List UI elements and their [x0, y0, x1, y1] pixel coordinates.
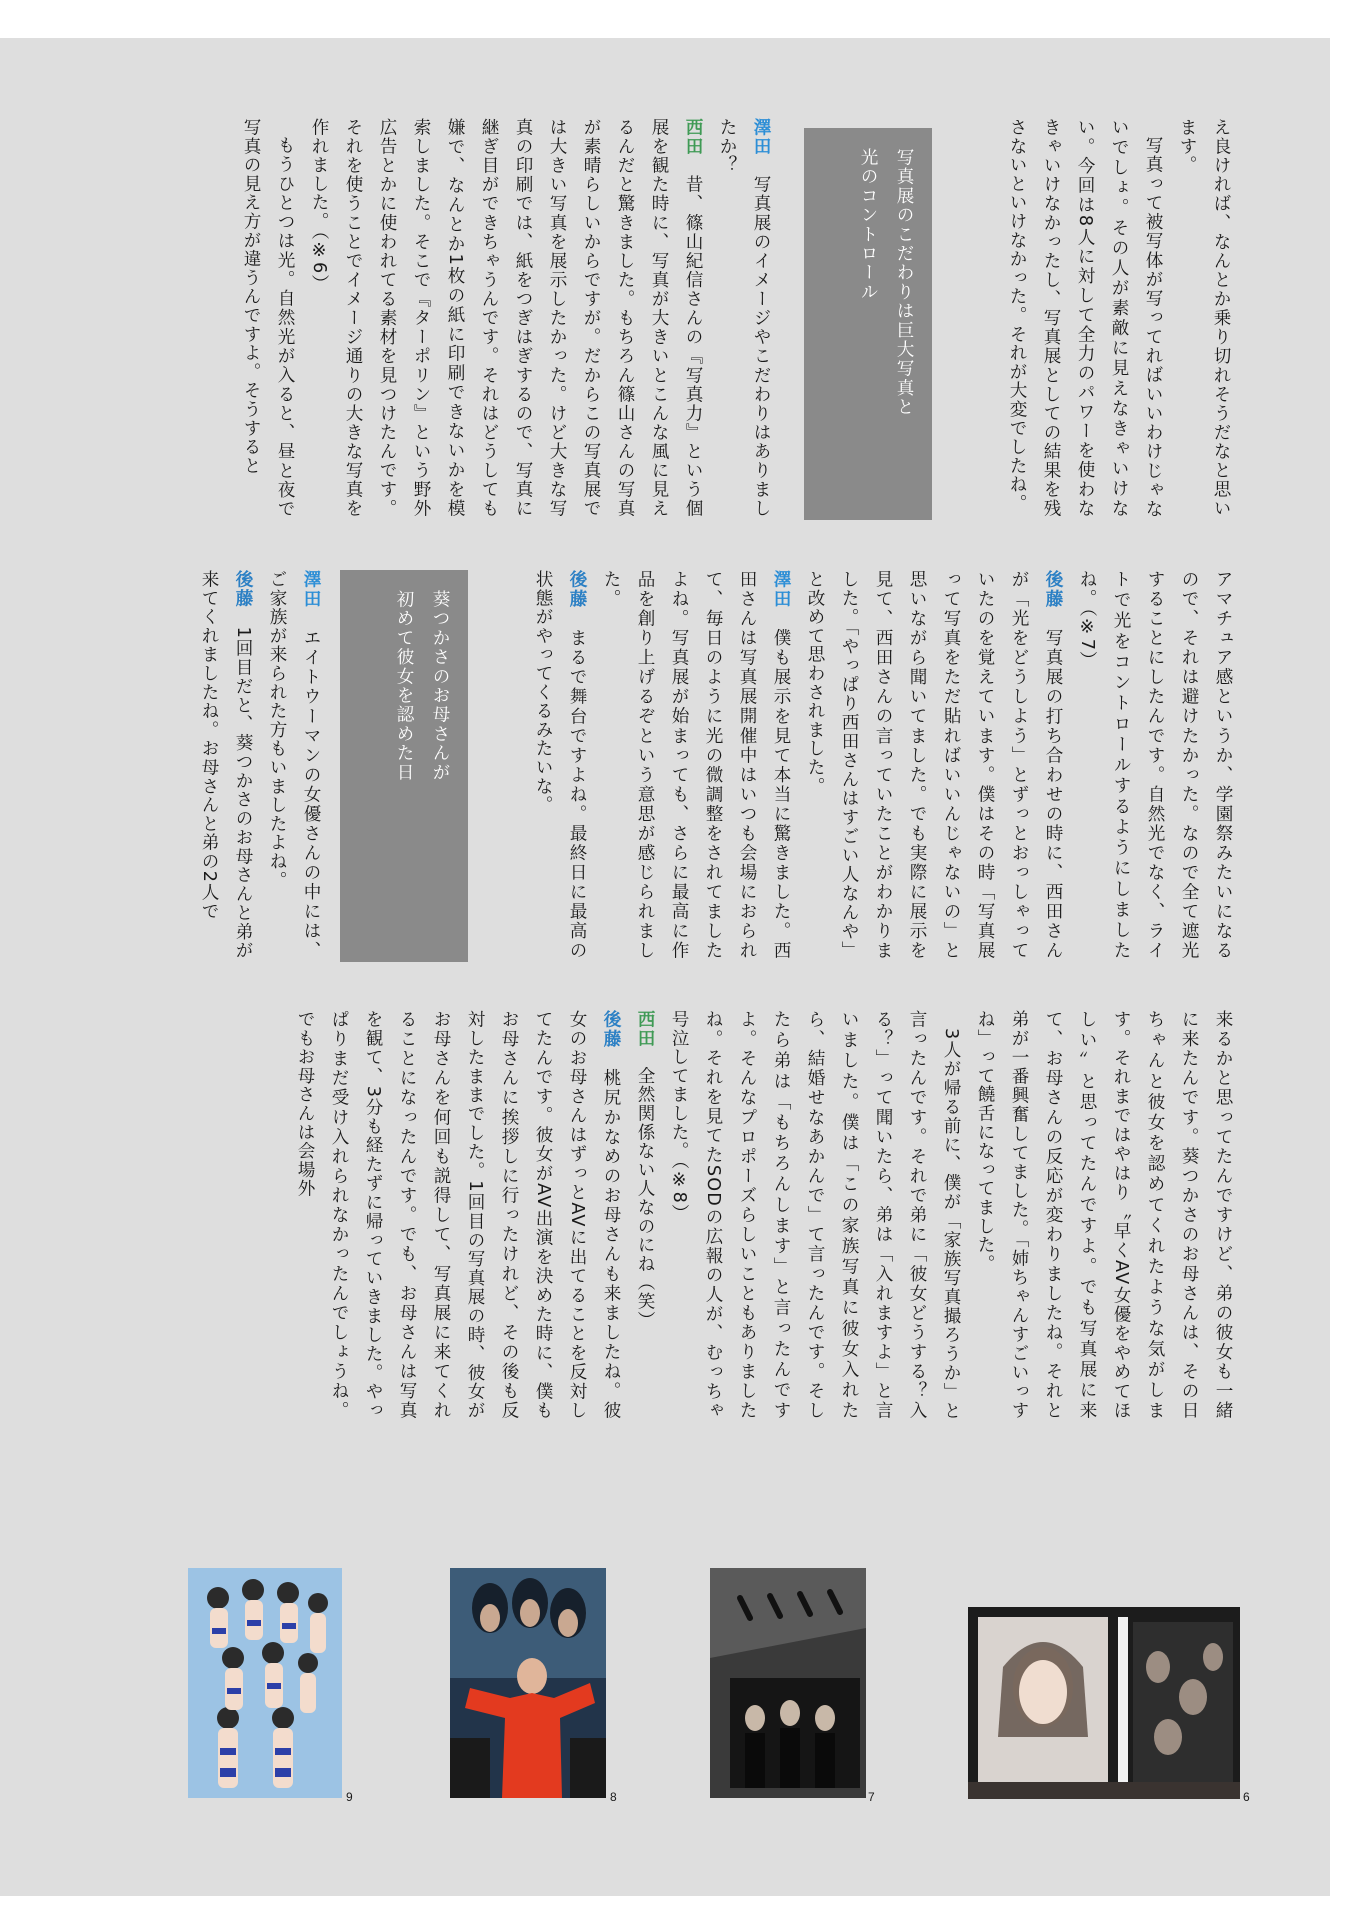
- photo-number-6: 6: [1243, 1790, 1250, 1804]
- dialogue-text: 僕も展示を見て本当に驚きました。西田さんは写真展開催中はいつも会場におられて、毎日のように光の微調整をされてましたよね。写真展が始まっても、さらに最高に作品を創り上げるぞという意思が感じられました。: [601, 570, 791, 960]
- dialogue-text: 全然関係ない人なのにね（笑）: [635, 1066, 655, 1330]
- text-column-5: [178, 1010, 1240, 1420]
- paragraph: もうひとつは光。自然光が入ると、昼と夜で写真の見え方が違うんですよ。そうすると: [241, 118, 295, 518]
- heading-line: 初めて彼女を認めた日: [394, 590, 414, 782]
- paragraph: 写真って被写体が写ってればいいわけじゃないでしょ。その人が素敵に見えなきゃいけない。今回は8人に対して全力のパワーを使わなきゃいけなかったし、写真展としての結果を残さないといけなかった。それが大変でしたね。: [1007, 118, 1163, 518]
- section-heading-1: [804, 128, 932, 520]
- speaker-label: 西田: [635, 1010, 655, 1048]
- dialogue-text: 桃尻かなめのお母さんも来ましたね。彼女のお母さんはずっとAVに出てることを反対してたんです。彼女がAV出演を決めた時に、僕もお母さんに挨拶しに行ったけれど、その後も反対したままでした。1回目の写真展の時、彼女がお母さんを何回も説得して、写真展に来てくれることになったんです。でも、お母さんは写真を観て、3分も経たずに帰っていきました。やっぱりまだ受け入れられなかったんでしょうね。でもお母さんは会場外: [295, 1010, 621, 1420]
- heading-line: 光のコントロール: [858, 148, 878, 302]
- photo-number-9: 9: [346, 1790, 353, 1804]
- photo-number-8: 8: [610, 1790, 617, 1804]
- dialogue-text: 写真展のイメージやこだわりはありましたか？: [717, 118, 771, 518]
- dialogue-text: 写真展の打ち合わせの時に、西田さんが「光をどうしよう」とずっとおっしゃっていたのを覚えています。僕はその時「写真展って写真をただ貼ればいいんじゃないの」と思いながら聞いてました。でも実際に展示を見て、西田さんの言っていたことがわかりました。「やっぱり西田さんはすごい人なんや」と改めて思わされました。: [805, 570, 1063, 960]
- paragraph: 3人が帰る前に、僕が「家族写真撮ろうか」と言ったんです。それで弟に「彼女どうする？入る？」って聞いたら、弟は「入れますよ」と言いました。僕は「この家族写真に彼女入れたら、結婚せなあかんで」て言ったんです。そしたら弟は「もちろんします」と言ったんですよ。そんなプロポーズらしいこともありましたね。それを見てたSODの広報の人が、むっちゃ号泣してました。（※8）: [669, 1010, 961, 1420]
- gallery-photo-icon: [450, 1568, 606, 1798]
- paragraph: 来るかと思ってたんですけど、弟の彼女も一緒に来たんです。葵つかさのお母さんは、その日ちゃんと彼女を認めてくれたような気がします。それまではやはり〝早くAV女優をやめてほしい〟と思ってたんですよ。でも写真展に来て、お母さんの反応が変わりましたね。それと弟が一番興奮してました。「姉ちゃんすごいっすね」って饒舌になってました。: [975, 1010, 1233, 1420]
- photo-8-model: [450, 1568, 606, 1798]
- dialogue-text: 1回目だと、葵つかさのお母さんと弟が来てくれましたね。お母さんと弟の2人で: [199, 570, 253, 960]
- heading-line: 葵つかさのお母さんが: [430, 590, 450, 782]
- text-column-4: [178, 570, 328, 960]
- illustration-icon: [188, 1568, 342, 1798]
- section-heading-2: [340, 570, 468, 962]
- speaker-label: 後藤: [233, 570, 253, 608]
- photo-7-exhibition-room: [710, 1568, 866, 1798]
- paragraph: え良ければ、なんとか乗り切れそうだなと思います。: [1177, 118, 1231, 518]
- paragraph: アマチュア感というか、学園祭みたいになるので、それは避けたかった。なので全て遮光することにしたんです。自然光でなく、ライトで光をコントロールするようにしましたね。（※7）: [1077, 570, 1233, 960]
- speaker-label: 後藤: [601, 1010, 621, 1050]
- photo-6-gallery-wall: [968, 1607, 1240, 1799]
- text-column-2: [178, 118, 778, 518]
- speaker-label: 澤田: [771, 570, 791, 610]
- speaker-label: 西田: [683, 118, 703, 157]
- speaker-label: 澤田: [751, 118, 771, 157]
- heading-line: 写真展のこだわりは巨大写真と: [894, 148, 914, 417]
- dialogue-text: まるで舞台ですよね。最終日に最高の状態がやってくるみたいな。: [533, 570, 587, 960]
- photo-number-7: 7: [868, 1790, 875, 1804]
- speaker-label: 澤田: [301, 570, 321, 610]
- speaker-label: 後藤: [1043, 570, 1063, 610]
- dialogue-text: 昔、篠山紀信さんの『写真力』という個展を観た時に、写真が大きいとこんな風に見えるんだと驚きました。もちろん篠山さんの写真が素晴らしいからですが。だからこの写真展では大きい写真を展示したかった。けど大きな写真の印刷では、紙をつぎはぎするので、写真に継ぎ目ができちゃうんです。それはどうしても嫌で、なんとか1枚の紙に印刷できないかを模索しました。そこで『ターポリン』という野外広告とかに使われてる素材を見つけたんです。それを使うことでイメージ通りの大きな写真を作れました。（※6）: [309, 118, 703, 518]
- text-column-3: [520, 570, 1240, 960]
- gallery-photo-icon: [710, 1568, 866, 1798]
- gallery-photo-icon: [968, 1607, 1240, 1799]
- dialogue-text: エイトウーマンの女優さんの中には、ご家族が来られた方もいましたよね。: [267, 570, 321, 960]
- speaker-label: 後藤: [567, 570, 587, 610]
- text-column-1: [958, 118, 1238, 518]
- photo-9-illustration: [188, 1568, 342, 1798]
